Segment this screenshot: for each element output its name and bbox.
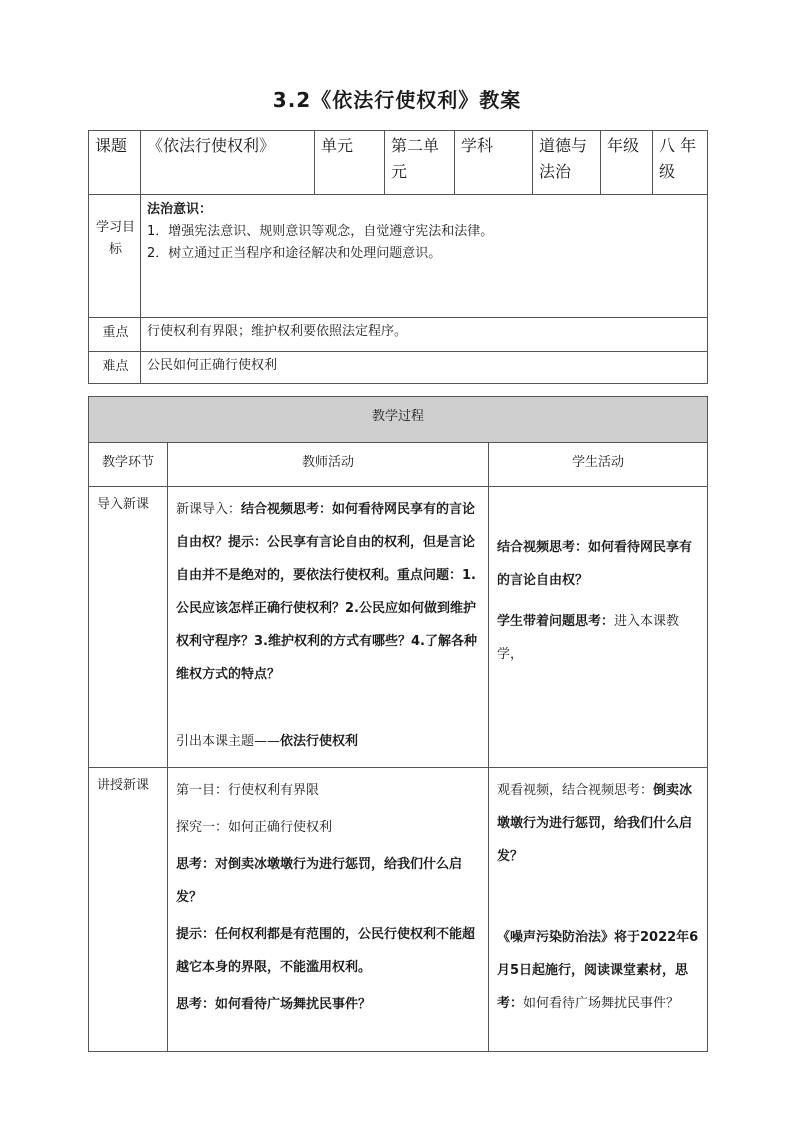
unit-value: 第二单元	[385, 131, 455, 195]
key-value: 行使权利有界限；维护权利要依照法定程序。	[141, 318, 708, 352]
student-new-q2-lead: 如何看待广场舞扰民事件？	[523, 996, 680, 1011]
goal-item: 1．增强宪法意识、规则意识等观念，自觉遵守宪法和法律。	[147, 224, 494, 239]
teacher-intro-body: 结合视频思考：如何看待网民享有的言论自由权？提示：公民享有言论自由的权利，但是言论自由并不是绝对的，要依法行使权利。重点问题：1.公民应该怎样正确行使权利？2.公民应如何做到维护权利守程序？3.维护权利的方式有哪些？4.了解各种维权方式的特点？	[176, 502, 477, 682]
col-student: 学生活动	[489, 443, 708, 487]
info-row-header	[89, 131, 708, 195]
info-row-difficulty	[89, 352, 708, 384]
col-stage: 教学环节	[89, 443, 168, 487]
teacher-new-section: 第一目：行使权利有界限	[176, 783, 320, 798]
teacher-new-explore: 探究一：如何正确行使权利	[176, 820, 333, 835]
teacher-intro-lead: 新课导入：	[176, 502, 242, 517]
teacher-new-think2-label: 思考：	[176, 997, 216, 1012]
stage-new: 讲授新课	[89, 768, 168, 1052]
process-heading: 教学过程	[89, 397, 708, 443]
teacher-new-hint: 任何权利都是有范围的，公民行使权利不能超越它本身的界限，不能滥用权利。	[176, 927, 476, 975]
student-new-read: 阅读课堂素材，思考：	[497, 963, 689, 1011]
teacher-intro-topic: 依法行使权利	[280, 734, 359, 749]
difficulty-label: 难点	[89, 352, 141, 384]
student-new-q1: 倒卖冰墩墩行为进行惩罚，给我们什么启发？	[497, 783, 693, 864]
process-row-intro	[89, 487, 708, 768]
goals-heading: 法治意识：	[147, 202, 213, 217]
info-row-key	[89, 318, 708, 352]
student-intro	[489, 487, 708, 768]
process-heading-row	[89, 397, 708, 443]
teacher-new-hint-label: 提示：	[176, 927, 216, 942]
teacher-new-think-label: 思考：	[176, 857, 216, 872]
student-new-law: 《噪声污染防治法》将于2022年6月5日起施行，	[497, 930, 699, 978]
info-row-goals	[89, 195, 708, 318]
lesson-info-table	[88, 130, 708, 384]
student-new	[489, 768, 708, 1052]
stage-intro: 导入新课	[89, 487, 168, 768]
process-columns-row	[89, 443, 708, 487]
goal-item: 2．树立通过正当程序和途径解决和处理问题意识。	[147, 246, 442, 261]
teaching-process-table	[88, 396, 708, 1052]
goals-label: 学习目标	[89, 195, 141, 318]
lesson-value: 《依法行使权利》	[141, 131, 315, 195]
student-intro-q2-lead: 学生带着问题思考：	[497, 614, 615, 629]
subject-label: 学科	[455, 131, 533, 195]
grade-value: 八 年级	[653, 131, 708, 195]
teacher-new-think2: 如何看待广场舞扰民事件？	[215, 997, 372, 1012]
lesson-label: 课题	[89, 131, 141, 195]
col-teacher: 教师活动	[168, 443, 489, 487]
student-intro-q1: 结合视频思考：如何看待网民享有的言论自由权？	[497, 540, 693, 588]
page-title: 3.2《依法行使权利》教案	[272, 88, 522, 112]
key-label: 重点	[89, 318, 141, 352]
teacher-intro	[168, 487, 489, 768]
process-row-new	[89, 768, 708, 1052]
difficulty-value: 公民如何正确行使权利	[141, 352, 708, 384]
teacher-intro-topic-lead: 引出本课主题——	[176, 734, 281, 749]
teacher-new	[168, 768, 489, 1052]
subject-value: 道德与法治	[533, 131, 601, 195]
grade-label: 年级	[601, 131, 653, 195]
student-intro-q2: 进入本课教学，	[497, 614, 680, 662]
teacher-new-think: 对倒卖冰墩墩行为进行惩罚，给我们什么启发？	[176, 857, 463, 905]
unit-label: 单元	[315, 131, 385, 195]
student-new-watch: 观看视频，结合视频思考：	[497, 783, 654, 798]
